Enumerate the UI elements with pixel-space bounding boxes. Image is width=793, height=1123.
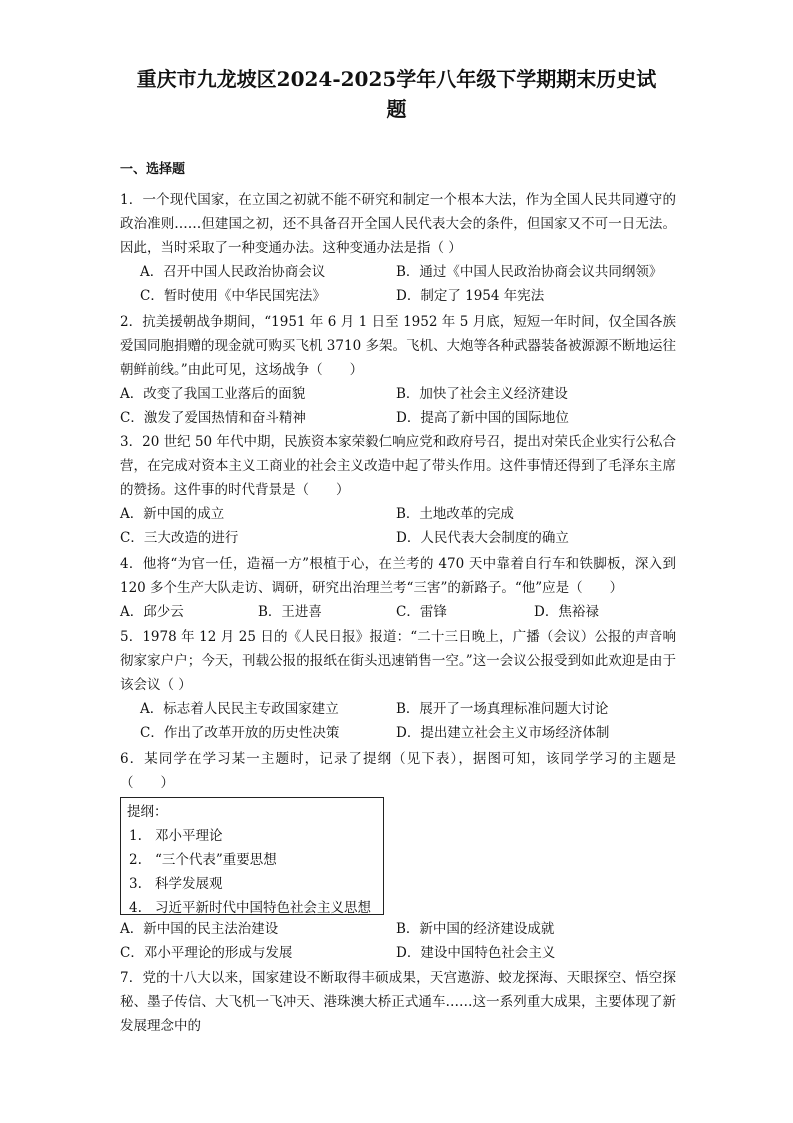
question-7 bbox=[120, 966, 676, 1038]
outline-item-number: 3. bbox=[129, 876, 142, 892]
option-a: A．标志着人民民主专政国家建立 bbox=[140, 701, 339, 717]
question-stem: 6．某同学在学习某一主题时，记录了提纲（见下表），据图可知，该同学学习的主题是（ ） bbox=[120, 751, 676, 791]
question-stem: 1．一个现代国家，在立国之初就不能不研究和制定一个根本大法，作为全国人民共同遵守的政治准则……但建国之初，还不具备召开全国人民代表大会的条件，但国家又不可一日无法。因此，当时采取了一种变通办法。这种变通办法是指（ ） bbox=[120, 192, 676, 256]
option-c: C．雷锋 bbox=[396, 604, 447, 620]
options-row bbox=[120, 406, 676, 430]
question-stem: 2．抗美援朝战争期间，“1951 年 6 月 1 日至 1952 年 5 月底，短短一年时间，仅全国各族爱国同胞捐赠的现金就可购买飞机 3710 多架。飞机、大炮等各种武器装备被源源不断地运往朝鲜前线。”由此可见，这场战争（ ） bbox=[120, 314, 676, 378]
outline-heading: 提纲： bbox=[127, 804, 168, 820]
option-c: C．邓小平理论的形成与发展 bbox=[120, 945, 293, 961]
outline-item-text: 科学发展观 bbox=[155, 876, 223, 892]
option-a: A．改变了我国工业落后的面貌 bbox=[120, 386, 306, 402]
options-row bbox=[120, 721, 676, 745]
outline-item-number: 4. bbox=[129, 900, 142, 916]
question-5 bbox=[120, 625, 676, 745]
title-line-1: 重庆市九龙坡区2024-2025学年八年级下学期期末历史试 bbox=[136, 67, 657, 91]
exam-title bbox=[110, 64, 683, 124]
option-b: B．加快了社会主义经济建设 bbox=[396, 386, 568, 402]
option-a: A．新中国的成立 bbox=[120, 506, 225, 522]
outline-item-text: 习近平新时代中国特色社会主义思想 bbox=[155, 900, 371, 916]
options-row bbox=[120, 382, 676, 406]
section-heading: 一、选择题 bbox=[120, 162, 186, 177]
option-b: B．王进喜 bbox=[258, 604, 322, 620]
option-b: B．通过《中国人民政治协商会议共同纲领》 bbox=[396, 264, 663, 280]
outline-item-text: “三个代表”重要思想 bbox=[155, 852, 277, 868]
option-b: B．土地改革的完成 bbox=[396, 506, 514, 522]
outline-item-number: 2. bbox=[129, 852, 142, 868]
question-stem: 5．1978 年 12 月 25 日的《人民日报》报道：“二十三日晚上，广播（会议）公报的声音响彻家家户户；今天，刊载公报的报纸在街头迅速销售一空。”这一会议公报受到如此欢迎是由于该会议（ ） bbox=[120, 629, 676, 693]
options-row bbox=[120, 917, 676, 941]
option-a: A．召开中国人民政治协商会议 bbox=[140, 264, 326, 280]
outline-item-text: 邓小平理论 bbox=[155, 828, 223, 844]
option-c: C．激发了爱国热情和奋斗精神 bbox=[120, 410, 306, 426]
options-row bbox=[120, 284, 676, 308]
option-a: A．新中国的民主法治建设 bbox=[120, 921, 279, 937]
outline-item-number: 1. bbox=[129, 828, 142, 844]
options-row bbox=[120, 502, 676, 526]
question-6 bbox=[120, 747, 676, 795]
outline-item bbox=[127, 824, 383, 848]
question-stem: 3．20 世纪 50 年代中期，民族资本家荣毅仁响应党和政府号召，提出对荣氏企业实行公私合营，在完成对资本主义工商业的社会主义改造中起了带头作用。这件事情还得到了毛泽东主席的赞扬。这件事的时代背景是（ ） bbox=[120, 434, 676, 498]
option-c: C．暂时使用《中华民国宪法》 bbox=[140, 288, 326, 304]
option-d: D．建设中国特色社会主义 bbox=[396, 945, 556, 961]
option-b: B．新中国的经济建设成就 bbox=[396, 921, 555, 937]
options-row bbox=[120, 260, 676, 284]
question-4 bbox=[120, 552, 676, 624]
options-row bbox=[120, 941, 676, 965]
options-row bbox=[120, 526, 676, 550]
question-stem: 4．他将“为官一任，造福一方”根植于心，在兰考的 470 天中靠着自行车和铁脚板，深入到 120 多个生产大队走访、调研，研究出治理兰考“三害”的新路子。“他”应是（ ） bbox=[120, 556, 676, 596]
option-d: D．人民代表大会制度的确立 bbox=[396, 530, 569, 546]
option-a: A．邱少云 bbox=[120, 604, 184, 620]
option-c: C．三大改造的进行 bbox=[120, 530, 239, 546]
question-stem: 7．党的十八大以来，国家建设不断取得丰硕成果，天宫遨游、蛟龙探海、天眼探空、悟空探秘、墨子传信、大飞机一飞冲天、港珠澳大桥正式通车……这一系列重大成果，主要体现了新发展理念中的 bbox=[120, 970, 676, 1034]
option-d: D．提出建立社会主义市场经济体制 bbox=[396, 725, 610, 741]
option-d: D．提高了新中国的国际地位 bbox=[396, 410, 569, 426]
title-line-2: 题 bbox=[386, 97, 407, 121]
option-d: D．焦裕禄 bbox=[534, 604, 599, 620]
outline-box bbox=[120, 797, 384, 915]
option-b: B．展开了一场真理标准问题大讨论 bbox=[396, 701, 609, 717]
option-c: C．作出了改革开放的历史性决策 bbox=[140, 725, 340, 741]
question-2 bbox=[120, 310, 676, 430]
option-d: D．制定了 1954 年宪法 bbox=[396, 288, 545, 304]
question-1 bbox=[120, 188, 676, 308]
outline-item bbox=[127, 872, 383, 896]
options-row bbox=[120, 697, 676, 721]
outline-item bbox=[127, 848, 383, 872]
question-6-options bbox=[120, 917, 676, 965]
question-3 bbox=[120, 430, 676, 550]
options-row bbox=[120, 600, 676, 624]
